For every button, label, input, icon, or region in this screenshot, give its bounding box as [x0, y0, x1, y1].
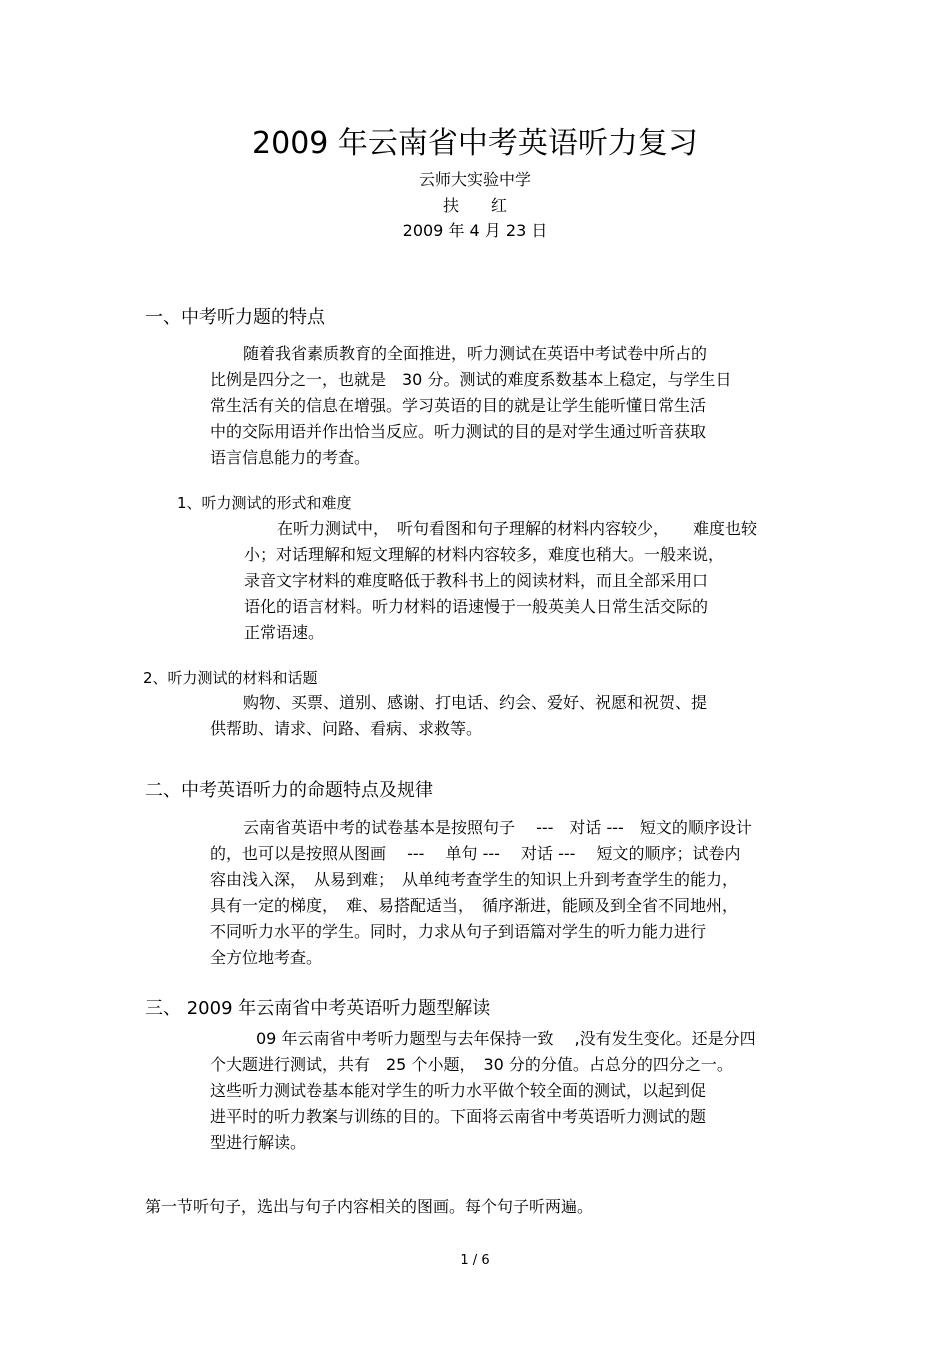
- paragraph-line: 容由浅入深， 从易到难； 从单纯考查学生的知识上升到考查学生的能力，: [210, 870, 739, 889]
- paragraph-line: 录音文字材料的难度略低于教科书上的阅读材料，而且全部采用口: [244, 571, 709, 590]
- paragraph-line: 型进行解读。: [210, 1133, 307, 1152]
- section-heading-2: 二、中考英语听力的命题特点及规律: [145, 780, 433, 801]
- part-one-instruction: 第一节听句子，选出与句子内容相关的图画。每个句子听两遍。: [145, 1197, 594, 1216]
- subsection-heading-2: 2、听力测试的材料和话题: [143, 669, 318, 687]
- paragraph-line: 随着我省素质教育的全面推进，听力测试在英语中考试卷中所占的: [243, 344, 708, 363]
- paragraph-line: 不同听力水平的学生。同时，力求从句子到语篇对学生的听力能力进行: [210, 922, 707, 941]
- section-heading-3: 三、 2009 年云南省中考英语听力题型解读: [145, 998, 491, 1019]
- section-3-paragraph: [210, 1026, 756, 1156]
- section-1-paragraph: [210, 341, 731, 471]
- paragraph-line: 语言信息能力的考查。: [210, 448, 371, 467]
- paragraph-line: 比例是四分之一，也就是 30 分。测试的难度系数基本上稳定，与学生日: [210, 370, 732, 389]
- paragraph-line: 09 年云南省中考听力题型与去年保持一致 ,没有发生变化。还是分四: [256, 1029, 756, 1048]
- paragraph-line: 具有一定的梯度， 难、易搭配适当， 循序渐进，能顾及到全省不同地州，: [210, 896, 739, 915]
- school-name: 云师大实验中学: [418, 170, 531, 189]
- paragraph-line: 常生活有关的信息在增强。学习英语的目的就是让学生能听懂日常生活: [210, 396, 707, 415]
- paragraph-line: 个大题进行测试，共有 25 个小题， 30 分的分值。占总分的四分之一。: [210, 1055, 733, 1074]
- paragraph-line: 在听力测试中， 听句看图和句子理解的材料内容较少， 难度也较: [277, 519, 758, 538]
- paragraph-line: 进平时的听力教案与训练的目的。下面将云南省中考英语听力测试的题: [210, 1107, 707, 1126]
- paragraph-line: 语化的语言材料。听力材料的语速慢于一般英美人日常生活交际的: [244, 597, 709, 616]
- paragraph-line: 全方位地考查。: [210, 948, 323, 967]
- paragraph-line: 的，也可以是按照从图画 --- 单句 --- 对话 --- 短文的顺序；试卷内: [210, 844, 741, 863]
- subsection-1-paragraph: [244, 516, 757, 646]
- page-number: 1 / 6: [460, 1253, 490, 1268]
- paragraph-line: 购物、买票、道别、感谢、打电话、约会、爱好、祝愿和祝贺、提: [243, 693, 708, 712]
- document-title: 2009 年云南省中考英语听力复习: [252, 126, 698, 161]
- paragraph-line: 云南省英语中考的试卷基本是按照句子 --- 对话 --- 短文的顺序设计: [243, 818, 752, 837]
- paragraph-line: 供帮助、请求、问路、看病、求救等。: [210, 719, 483, 738]
- paragraph-line: 正常语速。: [244, 623, 325, 642]
- paragraph-line: 这些听力测试卷基本能对学生的听力水平做个较全面的测试，以起到促: [210, 1081, 707, 1100]
- document-date: 2009 年 4 月 23 日: [402, 221, 548, 240]
- author-name: 扶 红: [442, 196, 507, 215]
- subsection-2-paragraph: [210, 690, 707, 742]
- subsection-heading-1: 1、听力测试的形式和难度: [177, 494, 352, 512]
- section-heading-1: 一、中考听力题的特点: [145, 307, 325, 328]
- section-2-paragraph: [210, 815, 752, 971]
- paragraph-line: 小；对话理解和短文理解的材料内容较多，难度也稍大。一般来说，: [244, 545, 725, 564]
- paragraph-line: 中的交际用语并作出恰当反应。听力测试的目的是对学生通过听音获取: [210, 422, 707, 441]
